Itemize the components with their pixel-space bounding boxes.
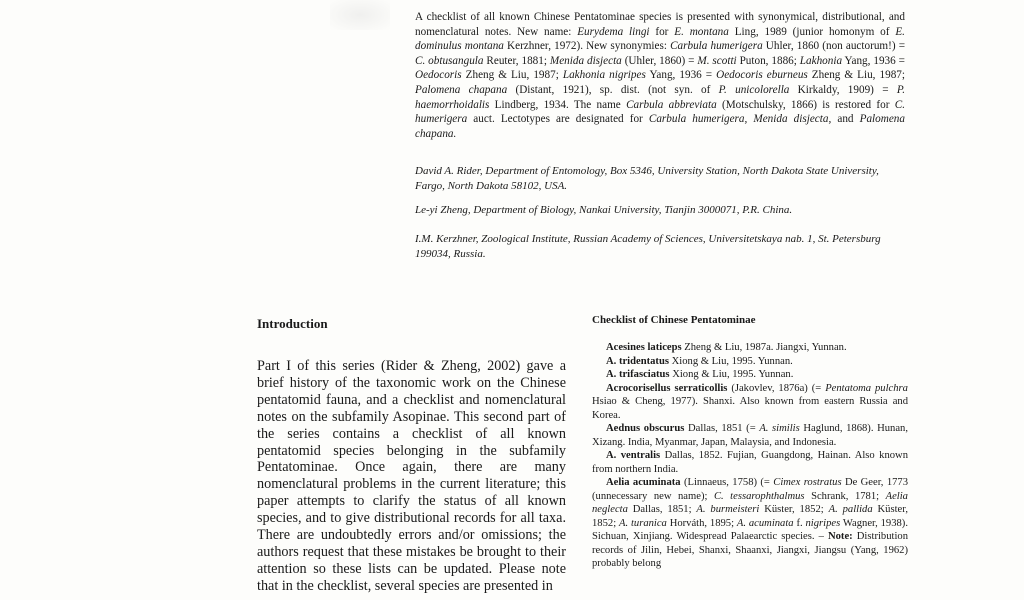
italic-text: Palomena chapana. — [415, 113, 905, 140]
affiliation-text: I.M. Kerzhner, Zoological Institute, Russian Academy of Sciences, Universitetskaya nab. 1, St. Petersburg 199034, Russia. — [415, 233, 881, 260]
italic-text: M. scotti — [697, 54, 737, 67]
text-run: Zheng & Liu, 1987; — [461, 69, 563, 82]
affiliation-text: Le-yi Zheng, Department of Biology, Nankai University, Tianjin 3000071, P.R. China. — [415, 204, 793, 216]
checklist-column — [592, 314, 908, 571]
italic-text: C. humerigera — [415, 98, 905, 126]
italic-text: C. tessarophthalmus — [713, 490, 805, 502]
text-run: Hsiao & Cheng, 1977). Shanxi. Also known from eastern Russia and Korea. — [592, 396, 908, 421]
italic-text: nigripes — [805, 517, 841, 529]
italic-text: C. obtusangula — [415, 54, 484, 67]
text-run: (Uhler, 1860) = — [621, 54, 698, 67]
italic-text: Pentatoma pulchra — [825, 382, 908, 394]
italic-text: P. unicolorella — [718, 83, 790, 96]
text-run: (Distant, 1921), sp. dist. (not syn. of — [507, 83, 719, 96]
text-run: Zheng & Liu, 1987a. Jiangxi, Yunnan. — [681, 342, 847, 353]
text-run: Dallas, 1852. Fujian, Guangdong, Hainan. Also known from northern India. — [592, 450, 908, 475]
taxon-name: Aednus obscurus — [606, 423, 685, 434]
affiliation-zheng — [415, 203, 905, 218]
italic-text: Palomena chapana — [415, 83, 508, 96]
text-run: Küster, 1852; — [759, 504, 829, 515]
checklist-entry — [592, 449, 908, 476]
text-run: Yang, 1936 = — [645, 69, 717, 82]
text-run: Yang, 1936 = — [842, 54, 905, 67]
checklist-entry — [592, 341, 908, 355]
taxon-name: Note: — [827, 531, 853, 542]
text-run: Kerzhner, 1972). New synonymies: — [503, 40, 671, 53]
text-run: Xiong & Liu, 1995. Yunnan. — [669, 369, 794, 380]
introduction-paragraph: Part I of this series (Rider & Zheng, 2002) gave a brief history of the taxonomic work on the Chinese pentatomid fauna, and a checklist and nomenclatural notes on the subfamily Asopinae. This second part of the series contains a checklist of all known pentatomid species belonging in the subfamily Pentatominae. Once again, there are many nomenclatural problems in the current literature; this paper attempts to clarify the status of all known species, and to give distributional records for all taxa. There are undoubtedly errors and/or omissions; the authors request that these mistakes be brought to their attention so these lists can be updated. Please note that in the checklist, several species are presented in — [257, 358, 566, 594]
italic-text: P. haemorrhoidalis — [415, 83, 905, 111]
italic-text: Lakhonia — [799, 54, 843, 67]
italic-text: Carbula humerigera, Menida disjecta, — [648, 113, 832, 126]
scan-smudge — [330, 0, 390, 30]
text-run: Schrank, 1781; — [804, 490, 886, 502]
text-run: Puton, 1886; — [736, 54, 800, 67]
text-run: Küster, 1852; — [592, 504, 909, 529]
text-run: Horváth, 1895; — [666, 517, 737, 529]
text-run: A checklist of all known Chinese Pentatominae species is presented with synonymical, distributional, and nomenclatural notes. New name: — [415, 11, 905, 38]
checklist-entries — [592, 341, 908, 571]
taxon-name: Acesines laticeps — [606, 342, 682, 353]
affiliation-rider — [415, 164, 905, 194]
italic-text: Cimex rostratus — [773, 477, 842, 488]
taxon-name: A. ventralis — [606, 450, 661, 461]
italic-text: Oedocoris eburneus — [716, 69, 808, 82]
italic-text: A. burmeisteri — [696, 504, 760, 515]
taxon-name: A. trifasciatus — [606, 369, 670, 380]
text-run: Haglund, 1868). Hunan, Xizang. India, Myanmar, Japan, Malaysia, and Indonesia. — [592, 423, 908, 448]
text-run: Zheng & Liu, 1987; — [807, 69, 905, 82]
checklist-entry — [592, 368, 908, 382]
italic-text: A. acuminata — [736, 517, 794, 529]
taxon-name: A. tridentatus — [606, 355, 669, 367]
text-run: De Geer, 1773 (unnecessary new name); — [592, 477, 909, 502]
introduction-body — [257, 358, 566, 595]
text-run: Uhler, 1860 (non auctorum!) = — [762, 40, 906, 53]
checklist-entry — [592, 355, 908, 369]
text-run: Kirkaldy, 1909) = — [789, 83, 897, 96]
text-run: Reuter, 1881; — [483, 54, 550, 67]
text-run: (Jakovlev, 1876a) (= — [727, 382, 826, 394]
text-run: Dallas, 1851; — [627, 504, 697, 515]
text-run: (Motschulsky, 1866) is restored for — [716, 98, 895, 111]
introduction-heading: Introduction — [257, 316, 328, 331]
italic-text: Aelia neglecta — [592, 490, 908, 515]
abstract — [415, 10, 905, 141]
affiliation-kerzhner — [415, 232, 905, 262]
checklist-entry — [592, 382, 908, 423]
text-run: Distribution records of Jilin, Hebei, Shanxi, Shaanxi, Jiangxi, Jiangsu (Yang, 1962) probably belong — [592, 531, 908, 569]
italic-text: A. turanica — [618, 517, 667, 529]
text-run: auct. Lectotypes are designated for — [467, 113, 649, 126]
text-run: Wagner, 1938). Sichuan, Xinjiang. Widespread Palaearctic species. – — [592, 517, 908, 542]
text-run: (Linnaeus, 1758) (= — [680, 477, 774, 488]
text-run: for — [649, 25, 675, 38]
text-run: Dallas, 1851 (= — [684, 423, 760, 434]
italic-text: E. montana — [674, 25, 729, 38]
italic-text: A. similis — [759, 423, 800, 434]
affiliation-text: David A. Rider, Department of Entomology, Box 5346, University Station, North Dakota State University, Fargo, North Dakota 58102, USA. — [415, 165, 879, 192]
italic-text: Carbula humerigera — [670, 40, 763, 53]
text-run: Lindberg, 1934. The name — [489, 98, 627, 111]
taxon-name: Aelia acuminata — [606, 477, 681, 488]
checklist-entry — [592, 422, 908, 449]
italic-text: Eurydema lingi — [577, 25, 650, 38]
italic-text: Carbula abbreviata — [626, 98, 717, 111]
text-run: Xiong & Liu, 1995. Yunnan. — [668, 355, 793, 367]
italic-text: Menida disjecta — [549, 54, 622, 67]
italic-text: Oedocoris — [415, 69, 462, 82]
checklist-heading: Checklist of Chinese Pentatominae — [592, 314, 756, 326]
taxon-name: Acrocorisellus serraticollis — [606, 382, 728, 394]
italic-text: A. pallida — [828, 504, 873, 515]
introduction-column — [257, 316, 566, 595]
text-run: and — [831, 113, 860, 126]
checklist-entry — [592, 476, 908, 571]
abstract-paragraph — [415, 10, 905, 141]
text-run: Ling, 1989 (junior homonym of — [728, 25, 896, 38]
italic-text: Lakhonia nigripes — [562, 69, 646, 82]
text-run: f. — [793, 517, 806, 529]
italic-text: E. dominulus montana — [415, 25, 905, 53]
